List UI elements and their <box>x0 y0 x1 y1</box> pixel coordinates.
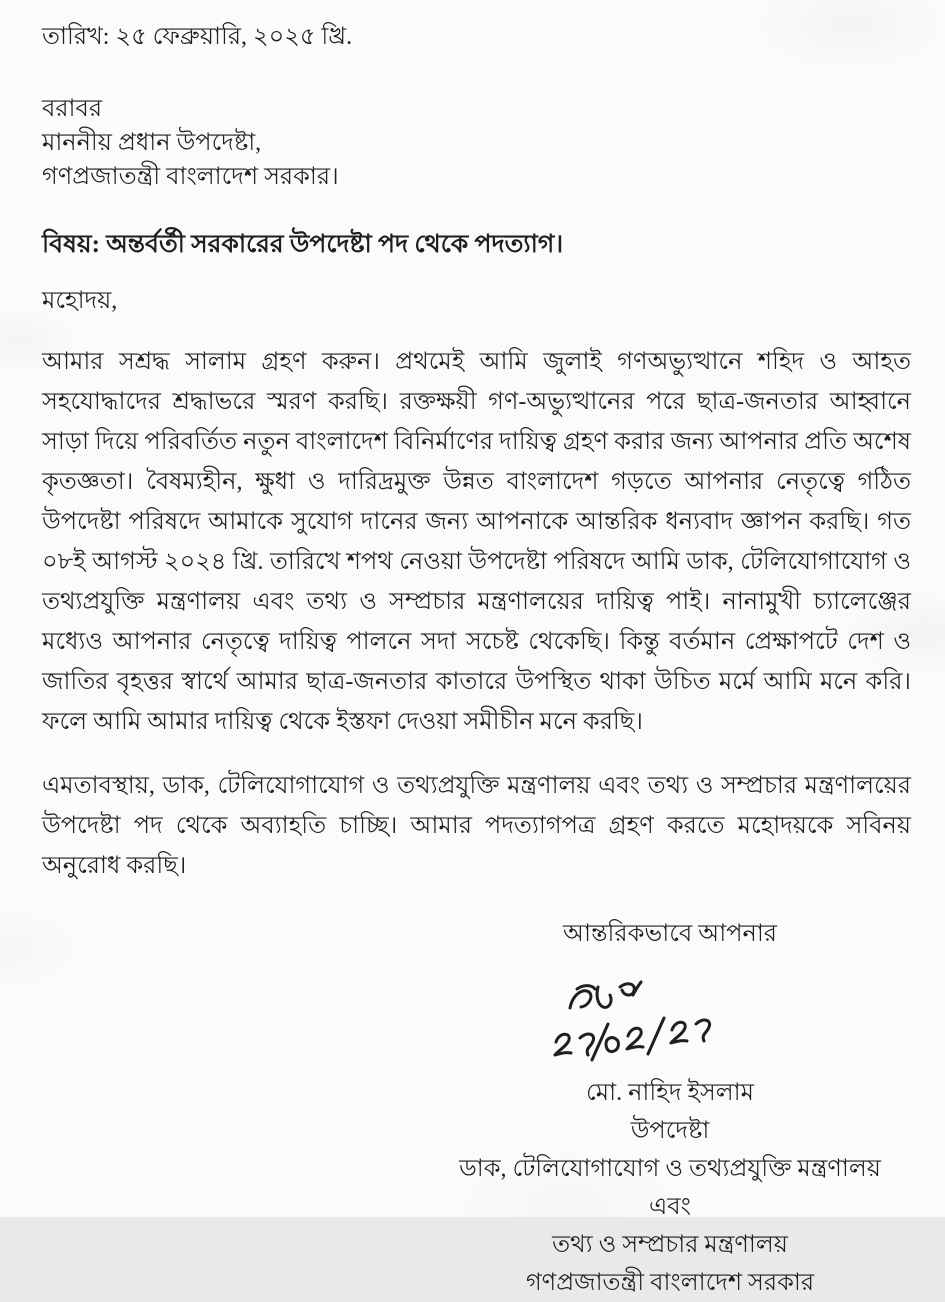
subject-line: বিষয়: অন্তর্বর্তী সরকারের উপদেষ্টা পদ থেকে পদত্যাগ। <box>42 231 564 258</box>
signature-stroke <box>580 1034 594 1055</box>
signoff-block <box>450 1074 890 1302</box>
date-line: তারিখ: ২৫ ফেব্রুয়ারি, ২০২৫ খ্রি. <box>42 24 353 50</box>
signature-stroke <box>648 1018 664 1054</box>
recipient-block <box>42 92 911 194</box>
signature-stroke <box>696 1020 710 1041</box>
signature-date-scribble <box>555 1018 710 1060</box>
signer-government: গণপ্রজাতন্ত্রী বাংলাদেশ সরকার <box>525 1270 815 1296</box>
signer-ministry-2: তথ্য ও সম্প্রচার মন্ত্রণালয় <box>552 1232 788 1258</box>
signature-stroke <box>555 1034 571 1055</box>
recipient-title: মাননীয় প্রধান উপদেষ্টা, <box>42 130 262 156</box>
signature-stroke <box>606 1038 618 1052</box>
signer-ministry-1: ডাক, টেলিযোগাযোগ ও তথ্যপ্রযুক্তি মন্ত্রণালয় <box>459 1156 881 1182</box>
recipient-government: গণপ্রজাতন্ত্রী বাংলাদেশ সরকার। <box>42 164 339 190</box>
body-paragraph-2: এমতাবস্থায়, ডাক, টেলিযোগাযোগ ও তথ্যপ্রযুক্তি মন্ত্রণালয় এবং তথ্য ও সম্প্রচার মন্ত্রণালয়ের উপদেষ্টা পদ থেকে অব্যাহতি চাচ্ছি। আমার পদত্যাগপত্র গ্রহণ করতে মহোদয়কে সবিনয় অনুরোধ করছি। <box>42 773 911 879</box>
salutation: মহোদয়, <box>42 288 118 314</box>
signer-name: মো. নাহিদ ইসলাম <box>586 1080 754 1106</box>
recipient-to: বরাবর <box>42 96 103 122</box>
body-paragraph-1: আমার সশ্রদ্ধ সালাম গ্রহণ করুন। প্রথমেই আমি জুলাই গণঅভ্যুত্থানে শহিদ ও আহত সহযোদ্ধাদের শ্রদ্ধাভরে স্মরণ করছি। রক্তক্ষয়ী গণ-অভ্যুত্থানের পরে ছাত্র-জনতার আহ্বানে সাড়া দিয়ে পরিবর্তিত নতুন বাংলাদেশ বিনির্মাণের দায়িত্ব গ্রহণ করার জন্য আপনার প্রতি অশেষ কৃতজ্ঞতা। বৈষম্যহীন, ক্ষুধা ও দারিদ্রমুক্ত উন্নত বাংলাদেশ গড়তে আপনার নেতৃত্বে গঠিত উপদেষ্টা পরিষদে আমাকে সুযোগ দানের জন্য আপনাকে আন্তরিক ধন্যবাদ জ্ঞাপন করছি। গত ০৮ই আগস্ট ২০২৪ খ্রি. তারিখে শপথ নেওয়া উপদেষ্টা পরিষদে আমি ডাক, টেলিযোগাযোগ ও তথ্যপ্রযুক্তি মন্ত্রণালয় এবং তথ্য ও সম্প্রচার মন্ত্রণালয়ের দায়িত্ব পাই। নানামুখী চ্যালেঞ্জের মধ্যেও আপনার নেতৃত্বে দায়িত্ব পালনে সদা সচেষ্ট থেকেছি। কিন্তু বর্তমান প্রেক্ষাপটে দেশ ও জাতির বৃহত্তর স্বার্থে আমার ছাত্র-জনতার কাতারে উপস্থিত থাকা উচিত মর্মে আমি মনে করি। ফলে আমি আমার দায়িত্ব থেকে ইস্তফা দেওয়া সমীচীন মনে করছি। <box>42 349 911 735</box>
signature-stroke <box>577 986 595 989</box>
signature-name-scribble <box>570 982 641 1008</box>
signature-stroke <box>627 1028 643 1049</box>
signature-stroke <box>671 1022 687 1043</box>
signer-conjunction: এবং <box>649 1194 691 1220</box>
signature-stroke <box>597 987 611 1007</box>
handwritten-signature-image <box>540 978 740 1068</box>
signature-stroke <box>570 991 591 1008</box>
closing-line: আন্তরিকভাবে আপনার <box>562 921 777 947</box>
signer-designation: উপদেষ্টা <box>630 1118 710 1144</box>
signature-column <box>450 916 890 1302</box>
